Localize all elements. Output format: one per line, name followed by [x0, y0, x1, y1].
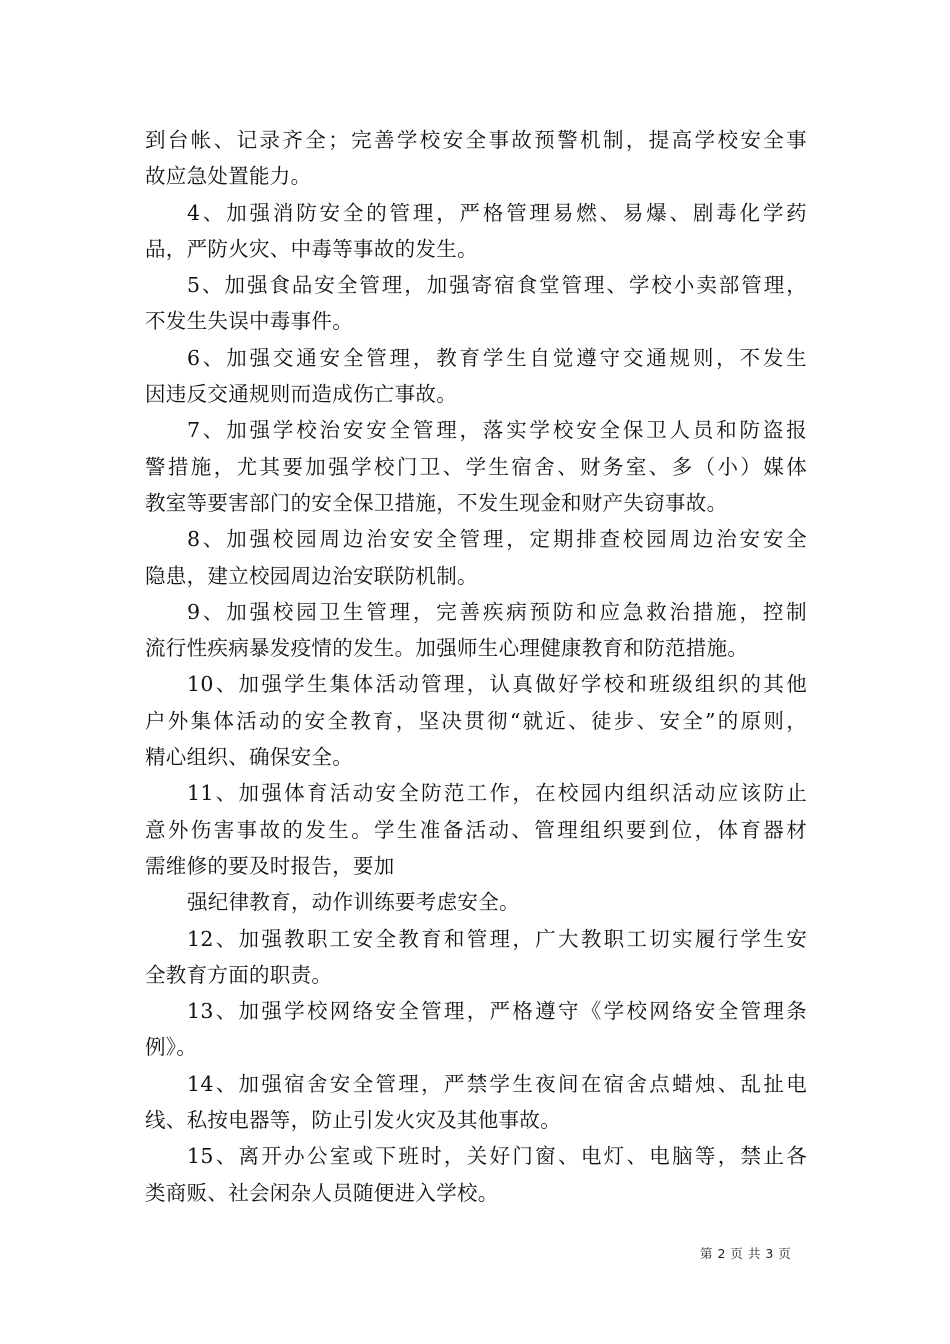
paragraph-line: 线、私按电器等，防止引发火灾及其他事故。 — [145, 1108, 561, 1133]
paragraph-first-line: 8、加强校园周边治安安全管理，定期排查校园周边治安安全 — [187, 527, 807, 552]
paragraph-first-line: 11、加强体育活动安全防范工作，在校园内组织活动应该防止 — [187, 781, 807, 806]
paragraph-line: 类商贩、社会闲杂人员随便进入学校。 — [145, 1180, 499, 1205]
paragraph-line: 户外集体活动的安全教育，坚决贯彻“就近、徒步、安全”的原则， — [145, 708, 807, 733]
paragraph-first-line: 7、加强学校治安安全管理，落实学校安全保卫人员和防盗报 — [187, 418, 807, 443]
paragraph-first-line: 5、加强食品安全管理，加强寄宿食堂管理、学校小卖部管理， — [187, 273, 807, 298]
paragraph-line: 精心组织、确保安全。 — [145, 745, 353, 770]
document-body — [145, 122, 807, 1211]
paragraph-first-line: 13、加强学校网络安全管理，严格遵守《学校网络安全管理条 — [187, 999, 807, 1024]
paragraph-first-line: 9、加强校园卫生管理，完善疾病预防和应急救治措施，控制 — [187, 599, 807, 624]
paragraph-line: 意外伤害事故的发生。学生准备活动、管理组织要到位，体育器材 — [145, 817, 807, 842]
paragraph-first-line: 强纪律教育，动作训练要考虑安全。 — [187, 890, 520, 915]
paragraph-line: 不发生失误中毒事件。 — [145, 309, 353, 334]
paragraph-line: 警措施，尤其要加强学校门卫、学生宿舍、财务室、多（小）媒体 — [145, 454, 807, 479]
paragraph-first-line: 6、加强交通安全管理，教育学生自觉遵守交通规则，不发生 — [187, 345, 807, 370]
paragraph-first-line: 4、加强消防安全的管理，严格管理易燃、易爆、剧毒化学药 — [187, 200, 807, 225]
paragraph-first-line: 10、加强学生集体活动管理，认真做好学校和班级组织的其他 — [187, 672, 807, 697]
paragraph-line: 品，严防火灾、中毒等事故的发生。 — [145, 236, 478, 261]
paragraph-first-line: 15、离开办公室或下班时，关好门窗、电灯、电脑等，禁止各 — [187, 1144, 807, 1169]
paragraph-line: 全教育方面的职责。 — [145, 962, 333, 987]
page-number-footer: 第 2 页 共 3 页 — [700, 1246, 792, 1261]
paragraph-first-line: 12、加强教职工安全教育和管理，广大教职工切实履行学生安 — [187, 926, 807, 951]
paragraph-first-line: 14、加强宿舍安全管理，严禁学生夜间在宿舍点蜡烛、乱扯电 — [187, 1071, 807, 1096]
paragraph-line: 到台帐、记录齐全；完善学校安全事故预警机制，提高学校安全事 — [145, 128, 807, 152]
paragraph-line: 隐患，建立校园周边治安联防机制。 — [145, 563, 478, 588]
paragraph-line: 需维修的要及时报告，要加 — [145, 853, 395, 878]
paragraph-line: 流行性疾病暴发疫情的发生。加强师生心理健康教育和防范措施。 — [145, 636, 749, 661]
paragraph-line: 例》。 — [145, 1035, 198, 1060]
paragraph-line: 故应急处置能力。 — [145, 164, 312, 189]
paragraph-line: 因违反交通规则而造成伤亡事故。 — [145, 382, 457, 407]
paragraph-line: 教室等要害部门的安全保卫措施，不发生现金和财产失窃事故。 — [145, 490, 728, 515]
